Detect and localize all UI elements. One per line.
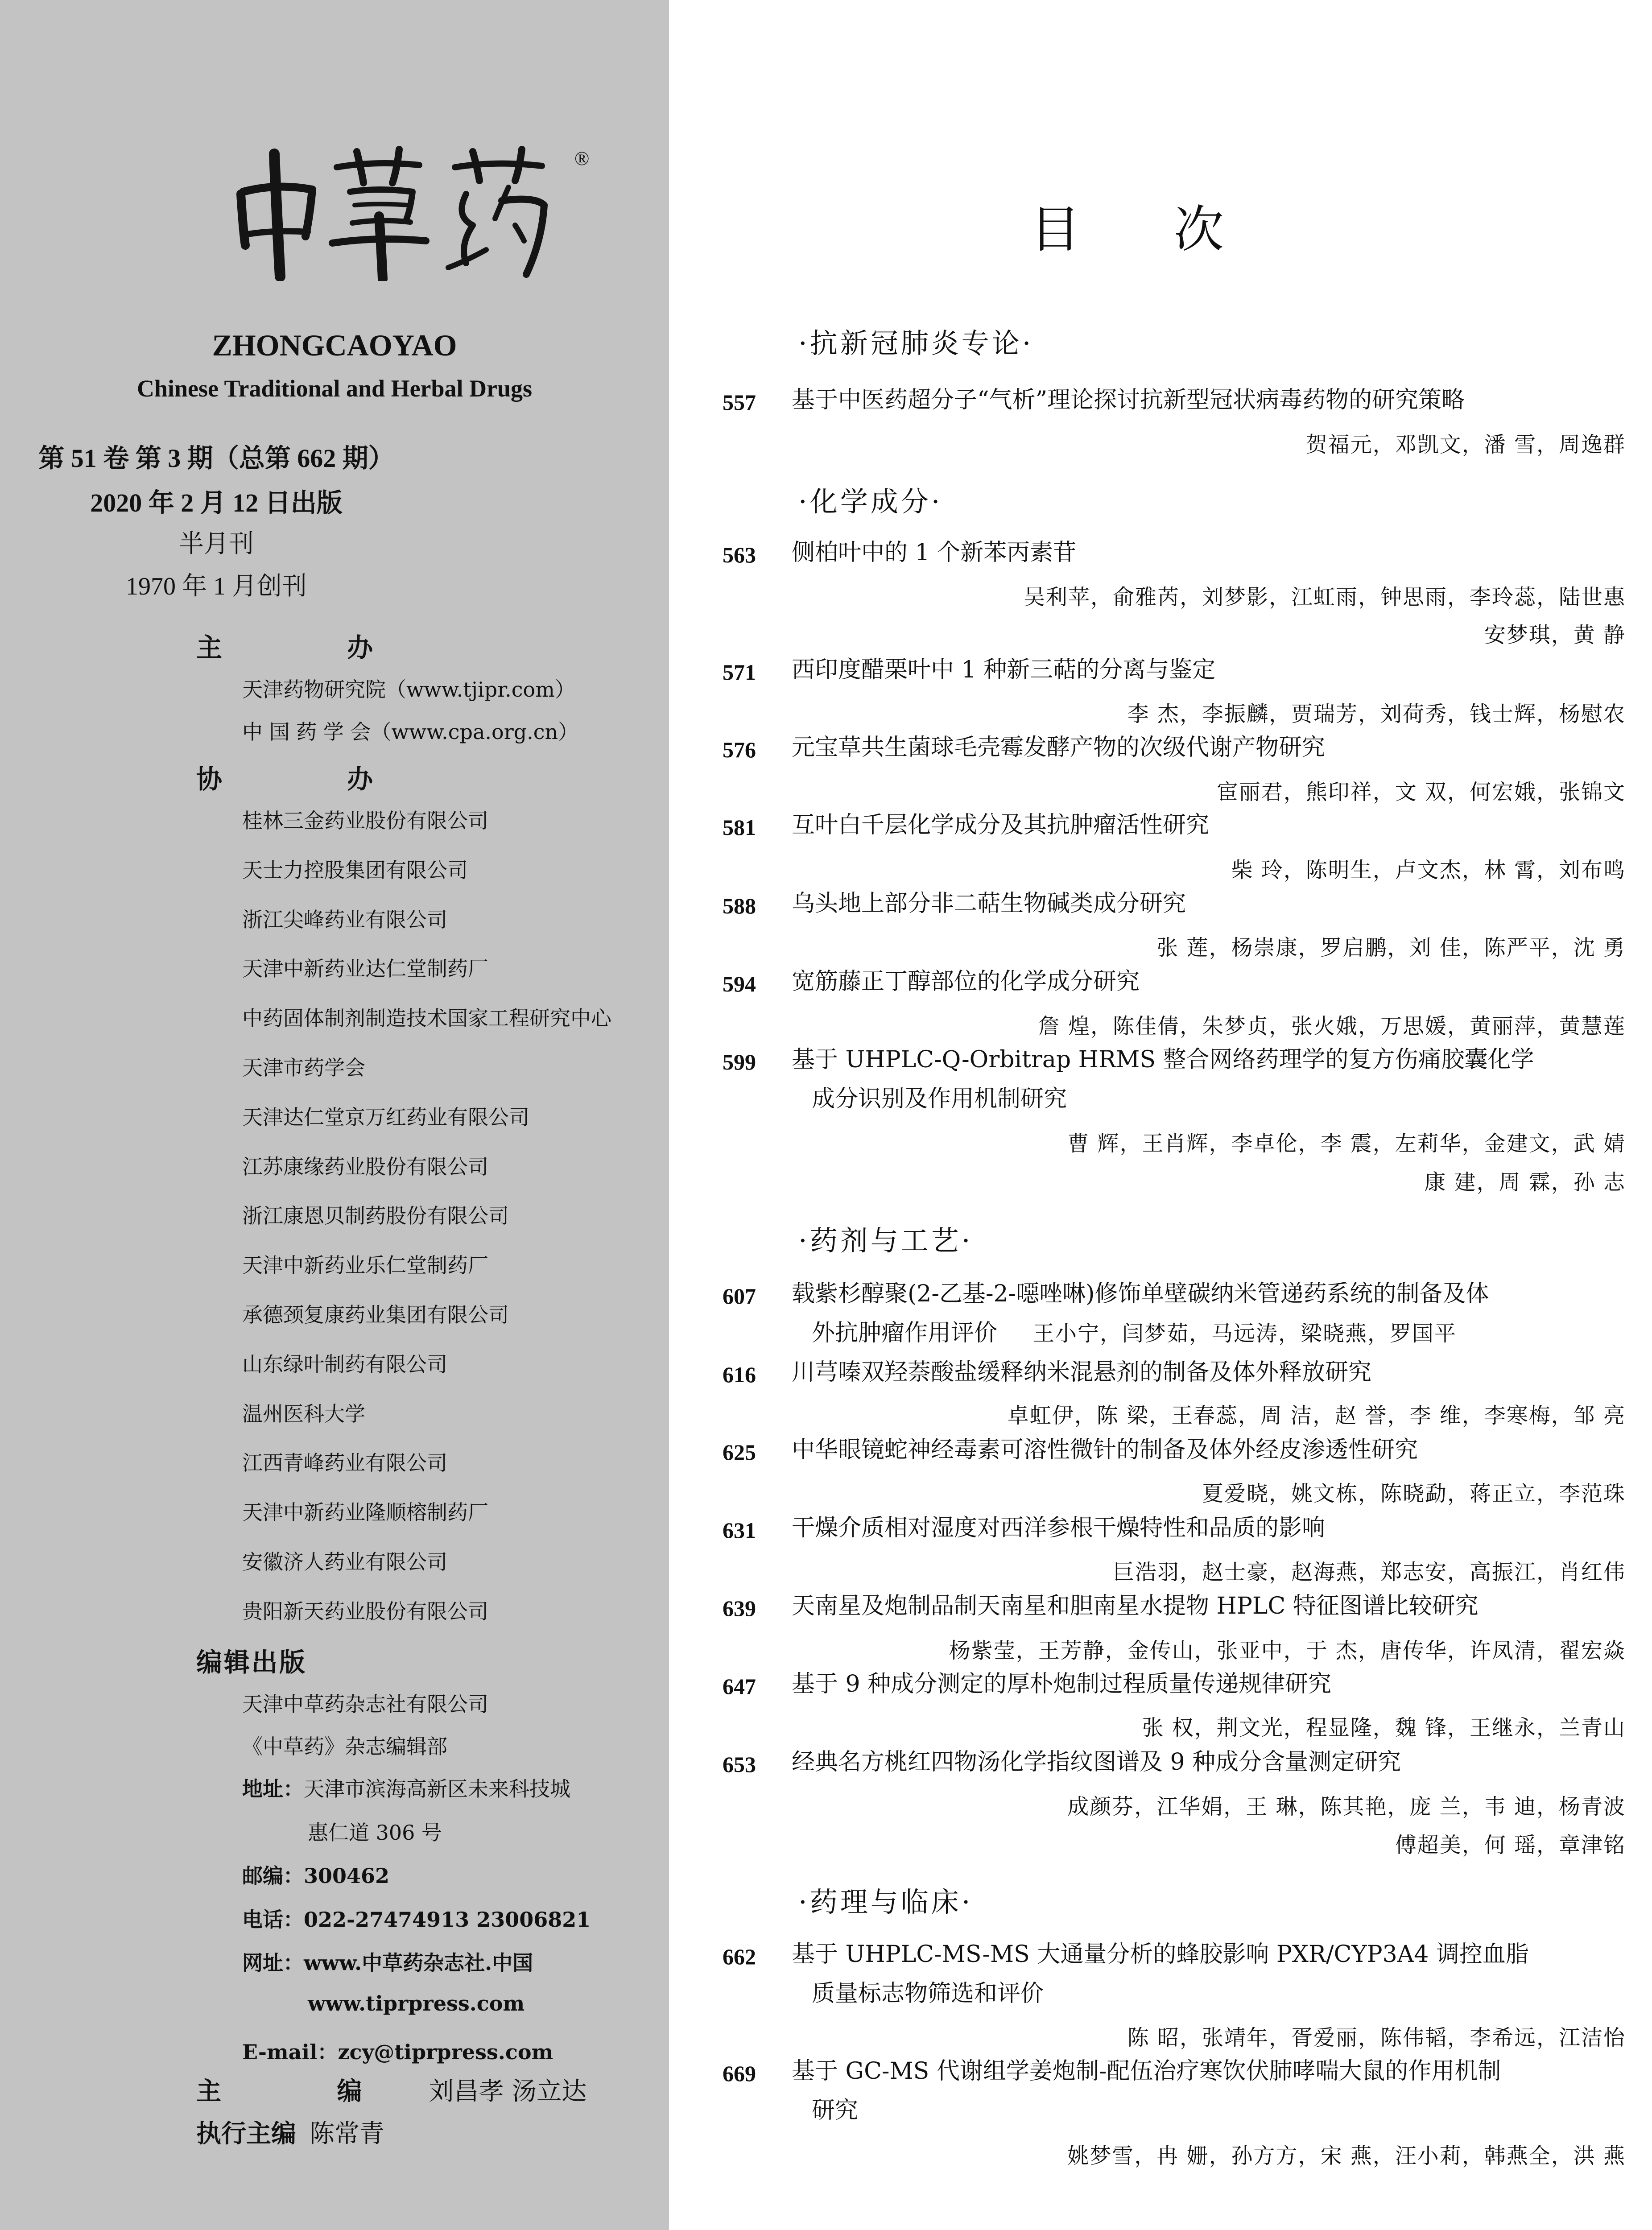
toc-article-title[interactable]: 经典名方桃红四物汤化学指纹图谱及 9 种成分含量测定研究	[792, 1749, 1401, 1776]
email-line[interactable]	[242, 2036, 553, 2065]
toc-article-title[interactable]	[792, 1935, 1639, 2013]
toc-authors: 王小宁，闫梦茹，马远涛，梁晓燕，罗国平	[1033, 1321, 1457, 1346]
co-sponsor-item: 江苏康缘药业股份有限公司	[242, 1154, 488, 1179]
toc-authors: 柴 玲，陈明生，卢文杰，林 霄，刘布鸣	[1231, 858, 1626, 883]
toc-article-title-line2[interactable]: 研究	[812, 2097, 859, 2124]
co-sponsor-item: 天津达仁堂京万红药业有限公司	[242, 1105, 529, 1129]
toc-article-title[interactable]: 互叶白千层化学成分及其抗肿瘤活性研究	[792, 812, 1210, 838]
table-of-contents	[669, 0, 1652, 2230]
website-link-2[interactable]: www.tiprpress.com	[308, 1991, 525, 2015]
journal-english-name: Chinese Traditional and Herbal Drugs	[136, 375, 533, 402]
postcode-label: 邮编：	[242, 1864, 304, 1888]
toc-page-number[interactable]: 607	[723, 1284, 756, 1309]
executive-editor-line	[196, 2114, 384, 2150]
toc-authors: 姚梦雪，冉 姗，孙方方，宋 燕，汪小莉，韩燕全，洪 燕	[1067, 2143, 1626, 2168]
toc-authors: 康 建，周 霖，孙 志	[1424, 1170, 1626, 1195]
website-label: 网址：	[242, 1951, 304, 1975]
sponsor-heading: 主 办	[196, 632, 431, 663]
chief-editor-names: 刘昌孝 汤立达	[429, 2077, 587, 2106]
toc-authors: 贺福元，邓凯文，潘 雪，周逸群	[1305, 432, 1626, 457]
co-sponsor-item: 浙江康恩贝制药股份有限公司	[242, 1204, 509, 1228]
postcode-line	[242, 1860, 389, 1889]
co-sponsor-item: 温州医科大学	[242, 1401, 365, 1426]
publisher-heading: 编辑出版	[196, 1647, 307, 1677]
phone-label: 电话：	[242, 1908, 304, 1932]
journal-logo	[223, 134, 589, 281]
chief-editor-label: 主 编	[196, 2077, 416, 2106]
toc-authors: 安梦琪，黄 静	[1484, 623, 1626, 648]
co-sponsor-item: 桂林三金药业股份有限公司	[242, 809, 488, 833]
toc-article-title[interactable]: 川芎嗪双羟萘酸盐缓释纳米混悬剂的制备及体外释放研究	[792, 1359, 1372, 1386]
co-sponsor-item: 山东绿叶制药有限公司	[242, 1352, 447, 1376]
founded-date: 1970 年 1 月创刊	[126, 573, 307, 600]
toc-page-number[interactable]: 563	[723, 542, 756, 567]
toc-article-title[interactable]	[792, 2052, 1639, 2130]
toc-page-number[interactable]: 616	[723, 1362, 756, 1387]
toc-page-number[interactable]: 571	[723, 660, 756, 685]
toc-page-number[interactable]: 557	[723, 390, 756, 415]
toc-page-number[interactable]: 581	[723, 815, 756, 840]
toc-authors: 巨浩羽，赵士豪，赵海燕，郑志安，高振江，肖红伟	[1112, 1560, 1626, 1585]
toc-authors: 成颜芬，江华娟，王 琳，陈其艳，庞 兰，韦 迪，杨青波	[1067, 1794, 1626, 1819]
toc-article-title[interactable]: 宽筋藤正丁醇部位的化学成分研究	[792, 968, 1140, 995]
category-heading: ·抗新冠肺炎专论·	[798, 327, 1034, 359]
toc-article-title-line1[interactable]: 基于 UHPLC-MS-MS 大通量分析的蜂胶影响 PXR/CYP3A4 调控血脂	[792, 1941, 1529, 1968]
toc-article-title[interactable]: 西印度醋栗叶中 1 种新三萜的分离与鉴定	[792, 657, 1216, 683]
toc-article-title-line2[interactable]: 成分识别及作用机制研究	[812, 1086, 1067, 1112]
toc-page-number[interactable]: 599	[723, 1049, 756, 1074]
toc-page-number[interactable]: 653	[723, 1752, 756, 1777]
co-sponsor-item: 中药固体制剂制造技术国家工程研究中心	[242, 1006, 611, 1031]
toc-article-title-line1[interactable]: 基于 UHPLC-Q-Orbitrap HRMS 整合网络药理学的复方伤痛胶囊化学	[792, 1046, 1534, 1073]
address-label: 地址：	[242, 1777, 304, 1801]
toc-authors: 吴利苹，俞雅芮，刘梦影，江虹雨，钟思雨，李玲蕊，陆世惠	[1023, 585, 1626, 610]
toc-page-number[interactable]: 625	[723, 1440, 756, 1465]
toc-article-title[interactable]: 中华眼镜蛇神经毒素可溶性微针的制备及体外经皮渗透性研究	[792, 1437, 1418, 1463]
co-sponsor-item: 天津中新药业隆顺榕制药厂	[242, 1500, 488, 1525]
toc-article-title-line1[interactable]: 载紫杉醇聚(2-乙基-2-噁唑啉)修饰单壁碳纳米管递药系统的制备及体	[792, 1280, 1489, 1307]
co-sponsor-item: 天津中新药业乐仁堂制药厂	[242, 1253, 488, 1278]
editorial-dept: 《中草药》杂志编辑部	[242, 1734, 447, 1759]
toc-article-title[interactable]	[792, 1040, 1639, 1119]
toc-article-title-line2[interactable]: 质量标志物筛选和评价	[812, 1980, 1044, 2007]
email-link[interactable]: zcy@tiprpress.com	[338, 2040, 553, 2064]
toc-article-title[interactable]: 侧柏叶中的 1 个新苯丙素苷	[792, 539, 1077, 566]
website-line[interactable]	[242, 1947, 533, 1976]
toc-page-number[interactable]: 639	[723, 1596, 756, 1621]
toc-page-number[interactable]: 594	[723, 971, 756, 996]
toc-article-title[interactable]	[792, 1274, 1639, 1353]
toc-page-number[interactable]: 631	[723, 1518, 756, 1543]
co-sponsor-item: 安徽济人药业有限公司	[242, 1549, 447, 1574]
toc-page-number[interactable]: 662	[723, 1944, 756, 1969]
address-value: 天津市滨海高新区未来科技城	[304, 1777, 570, 1801]
chief-editor-line	[196, 2072, 586, 2107]
executive-editor-label: 执行主编	[196, 2119, 296, 2148]
toc-authors: 李 杰，李振麟，贾瑞芳，刘荷秀，钱士辉，杨慰农	[1127, 702, 1626, 727]
publisher-name: 天津中草药杂志社有限公司	[242, 1692, 488, 1716]
co-sponsor-item: 天津市药学会	[242, 1055, 365, 1080]
sponsor-item[interactable]: 中 国 药 学 会（www.cpa.org.cn）	[242, 720, 579, 744]
toc-authors: 宦丽君，熊印祥，文 双，何宏娥，张锦文	[1216, 780, 1626, 805]
category-heading: ·药剂与工艺·	[798, 1224, 973, 1257]
toc-authors: 夏爱晓，姚文栋，陈晓勐，蒋正立，李范珠	[1202, 1481, 1626, 1506]
toc-article-title[interactable]: 基于中医药超分子“气析”理论探讨抗新型冠状病毒药物的研究策略	[792, 387, 1465, 413]
toc-authors: 杨紫莹，王芳静，金传山，张亚中，于 杰，唐传华，许凤清，翟宏焱	[949, 1638, 1626, 1663]
sponsor-item[interactable]: 天津药物研究院（www.tjipr.com）	[242, 677, 575, 702]
executive-editor-name: 陈常青	[310, 2119, 384, 2148]
category-heading: ·药理与临床·	[798, 1886, 973, 1918]
toc-authors: 傅超美，何 瑶，章津铭	[1395, 1833, 1626, 1858]
co-sponsor-list	[242, 807, 611, 1648]
toc-authors: 张 权，荆文光，程显隆，魏 锋，王继永，兰青山	[1142, 1715, 1626, 1740]
toc-article-title[interactable]: 乌头地上部分非二萜生物碱类成分研究	[792, 890, 1186, 917]
toc-authors: 詹 煌，陈佳倩，朱梦贞，张火娥，万思媛，黄丽萍，黄慧莲	[1038, 1014, 1626, 1039]
toc-authors: 卓虹伊，陈 梁，王春蕊，周 洁，赵 誉，李 维，李寒梅，邹 亮	[1007, 1403, 1626, 1428]
registered-mark: ®	[574, 148, 589, 169]
co-sponsor-item: 天津中新药业达仁堂制药厂	[242, 957, 488, 981]
logo-calligraphy-icon	[223, 134, 589, 281]
toc-article-title-line1[interactable]: 基于 GC-MS 代谢组学姜炮制-配伍治疗寒饮伏肺哮喘大鼠的作用机制	[792, 2058, 1501, 2085]
co-sponsor-item: 承德颈复康药业集团有限公司	[242, 1302, 509, 1327]
toc-article-title[interactable]: 基于 9 种成分测定的厚朴炮制过程质量传递规律研究	[792, 1671, 1332, 1697]
publish-date: 2020 年 2 月 12 日出版	[90, 488, 343, 517]
toc-authors: 陈 昭，张靖年，胥爱丽，陈伟韬，李希远，江洁怡	[1127, 2025, 1626, 2050]
toc-article-title[interactable]: 天南星及炮制品制天南星和胆南星水提物 HPLC 特征图谱比较研究	[792, 1593, 1479, 1619]
toc-article-title[interactable]: 干燥介质相对湿度对西洋参根干燥特性和品质的影响	[792, 1515, 1326, 1541]
co-sponsor-heading: 协 办	[196, 764, 431, 794]
phone-value: 022-27474913 23006821	[304, 1908, 591, 1932]
co-sponsor-item: 浙江尖峰药业有限公司	[242, 907, 447, 932]
toc-page-number[interactable]: 647	[723, 1674, 756, 1699]
toc-page-number[interactable]: 576	[723, 737, 756, 762]
page-title: 目次	[1030, 201, 1317, 259]
toc-article-title[interactable]: 元宝草共生菌球毛壳霉发酵产物的次级代谢产物研究	[792, 734, 1326, 761]
journal-pinyin: ZHONGCAOYAO	[212, 328, 457, 362]
postcode-value: 300462	[304, 1864, 390, 1888]
category-heading: ·化学成分·	[798, 485, 943, 518]
title-continuation[interactable]: 外抗肿瘤作用评价	[812, 1320, 998, 1346]
volume-issue: 第 51 卷 第 3 期（总第 662 期）	[38, 444, 394, 473]
toc-page-number[interactable]: 669	[723, 2061, 756, 2086]
email-label: E-mail：	[242, 2040, 338, 2064]
toc-authors: 曹 辉，王肖辉，李卓伦，李 震，左莉华，金建文，武 婧	[1067, 1131, 1626, 1156]
frequency: 半月刊	[179, 530, 254, 558]
co-sponsor-item: 天士力控股集团有限公司	[242, 858, 468, 882]
co-sponsor-item: 贵阳新天药业股份有限公司	[242, 1599, 488, 1623]
co-sponsor-item: 江西青峰药业有限公司	[242, 1451, 447, 1475]
website-link[interactable]: www.中草药杂志社.中国	[304, 1951, 533, 1975]
toc-page-number[interactable]: 588	[723, 893, 756, 918]
phone-line	[242, 1904, 591, 1933]
address-line	[242, 1773, 570, 1802]
toc-article-title-line2[interactable]	[792, 1313, 1639, 1353]
sidebar	[0, 0, 669, 2230]
toc-authors: 张 莲，杨崇康，罗启鹏，刘 佳，陈严平，沈 勇	[1156, 935, 1626, 960]
address-line2: 惠仁道 306 号	[308, 1821, 442, 1845]
